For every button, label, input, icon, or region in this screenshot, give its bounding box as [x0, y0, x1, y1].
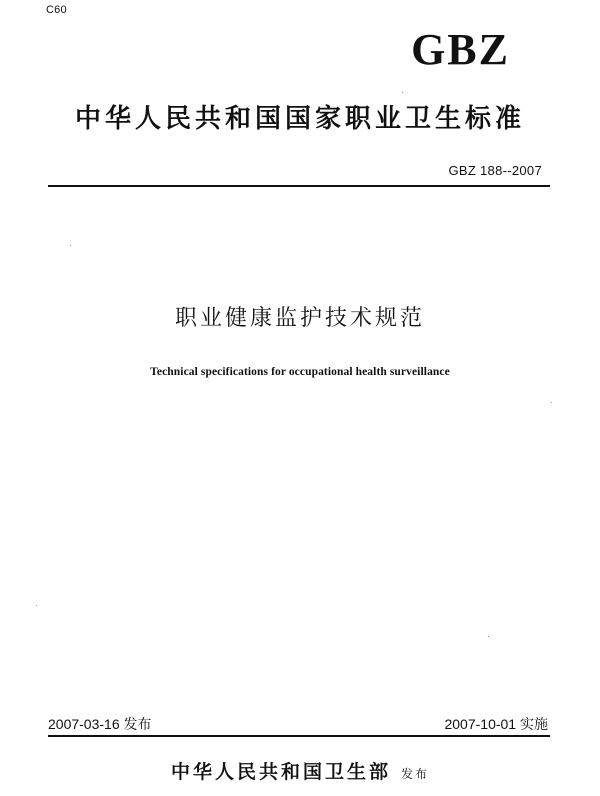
publisher-line [0, 763, 600, 782]
publisher-action: 发布 [401, 767, 430, 781]
standard-logo: GBZ [411, 25, 510, 74]
publisher-name: 中华人民共和国卫生部 [170, 761, 391, 783]
scan-speck [488, 636, 489, 637]
document-title-english: Technical specifications for occupational health surveillance [150, 366, 450, 378]
standard-number: GBZ 188--2007 [448, 163, 542, 178]
scan-speck [551, 402, 552, 403]
scan-speck [402, 92, 403, 93]
ccs-code: C60 [46, 4, 67, 16]
scan-speck [36, 605, 37, 606]
issue-date: 2007-03-16 发布 [48, 716, 152, 732]
scan-speck [70, 245, 71, 246]
bottom-divider [48, 735, 550, 737]
implementation-date: 2007-10-01 实施 [444, 716, 548, 732]
document-title-chinese: 职业健康监护技术规范 [174, 306, 425, 331]
standard-body-title: 中华人民共和国国家职业卫生标准 [74, 104, 525, 134]
top-divider [48, 185, 550, 187]
